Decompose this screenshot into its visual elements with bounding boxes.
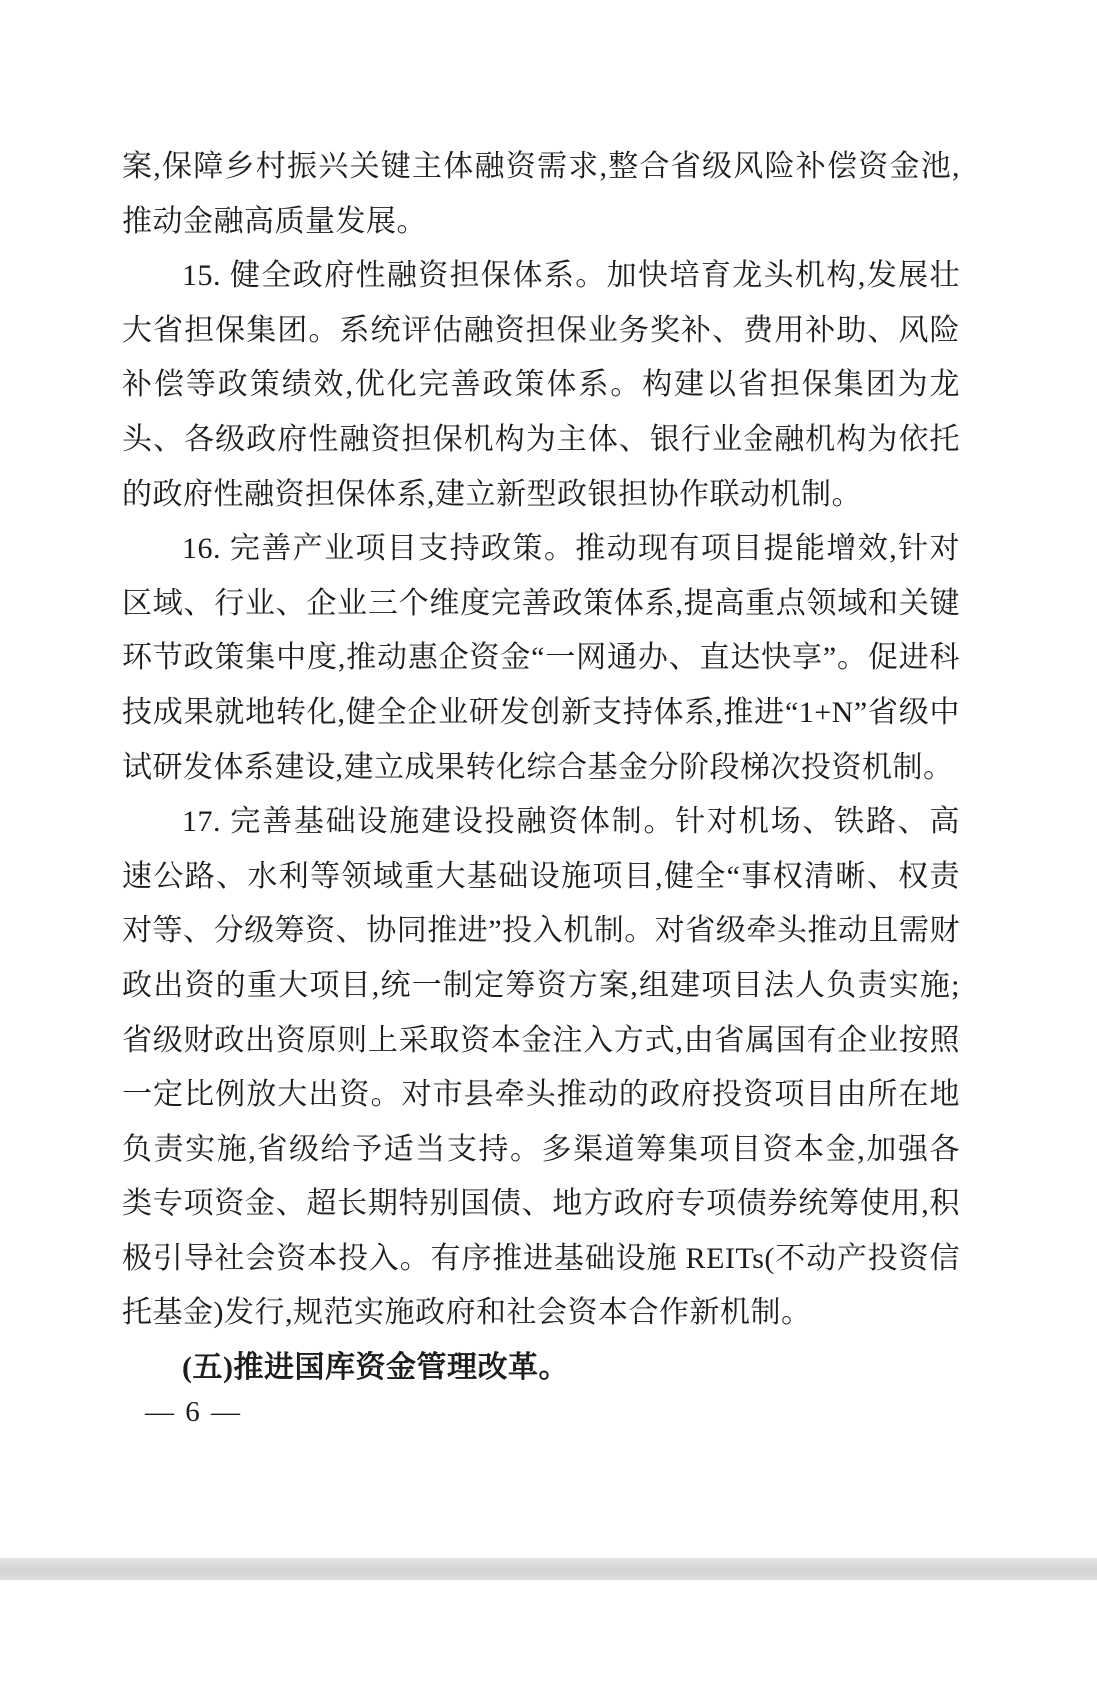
paragraph-text: 针对机场、铁路、高速公路、水利等领域重大基础设施项目,健全“事权清晰、权责对等、分级筹资、协同推进”投入机制。对省级牵头推动且需财政出资的重大项目,统一制定筹资方案,组建项目法人负责实施;省级财政出资原则上采取资本金注入方式,由省属国有企业按照一定比例放大出资。对市县牵头推动的政府投资项目由所在地负责实施,省级给予适当支持。多渠道筹集项目资本金,加强各类专项资金、超长期特别国债、地方政府专项债券统筹使用,积极引导社会资本投入。有序推进基础设施 REITs(不动产投资信托基金)发行,规范实施政府和社会资本合作新机制。 [122, 805, 961, 1330]
body-paragraph [122, 522, 960, 795]
item-lead: 16. 完善产业项目支持政策。 [182, 532, 576, 566]
paragraph-text: 推动现有项目提能增效,针对区域、行业、企业三个维度完善政策体系,提高重点领域和关键环节政策集中度,推动惠企资金“一网通办、直达快享”。促进科技成果就地转化,健全企业研发创新支持体系,推进“1+N”省级中试研发体系建设,建立成果转化综合基金分阶段梯次投资机制。 [122, 532, 960, 784]
page-separator-band [0, 1558, 1097, 1580]
document-text-block [122, 140, 960, 1396]
next-page-edge [0, 1580, 1097, 1702]
body-paragraph [122, 795, 960, 1341]
body-paragraph [122, 249, 960, 522]
subsection-heading: (五)推进国库资金管理改革。 [182, 1351, 569, 1385]
paragraph-text: 加快培育龙头机构,发展壮大省担保集团。系统评估融资担保业务奖补、费用补助、风险补偿等政策绩效,优化完善政策体系。构建以省担保集团为龙头、各级政府性融资担保机构为主体、银行业金融机构为依托的政府性融资担保体系,建立新型政银担协作联动机制。 [122, 259, 961, 511]
item-lead: 17. 完善基础设施建设投融资体制。 [182, 805, 676, 839]
body-paragraph [122, 140, 960, 249]
paragraph-text: 案,保障乡村振兴关键主体融资需求,整合省级风险补偿资金池,推动金融高质量发展。 [122, 150, 960, 238]
item-lead: 15. 健全政府性融资担保体系。 [182, 259, 607, 293]
page-number: — 6 — [145, 1396, 242, 1428]
